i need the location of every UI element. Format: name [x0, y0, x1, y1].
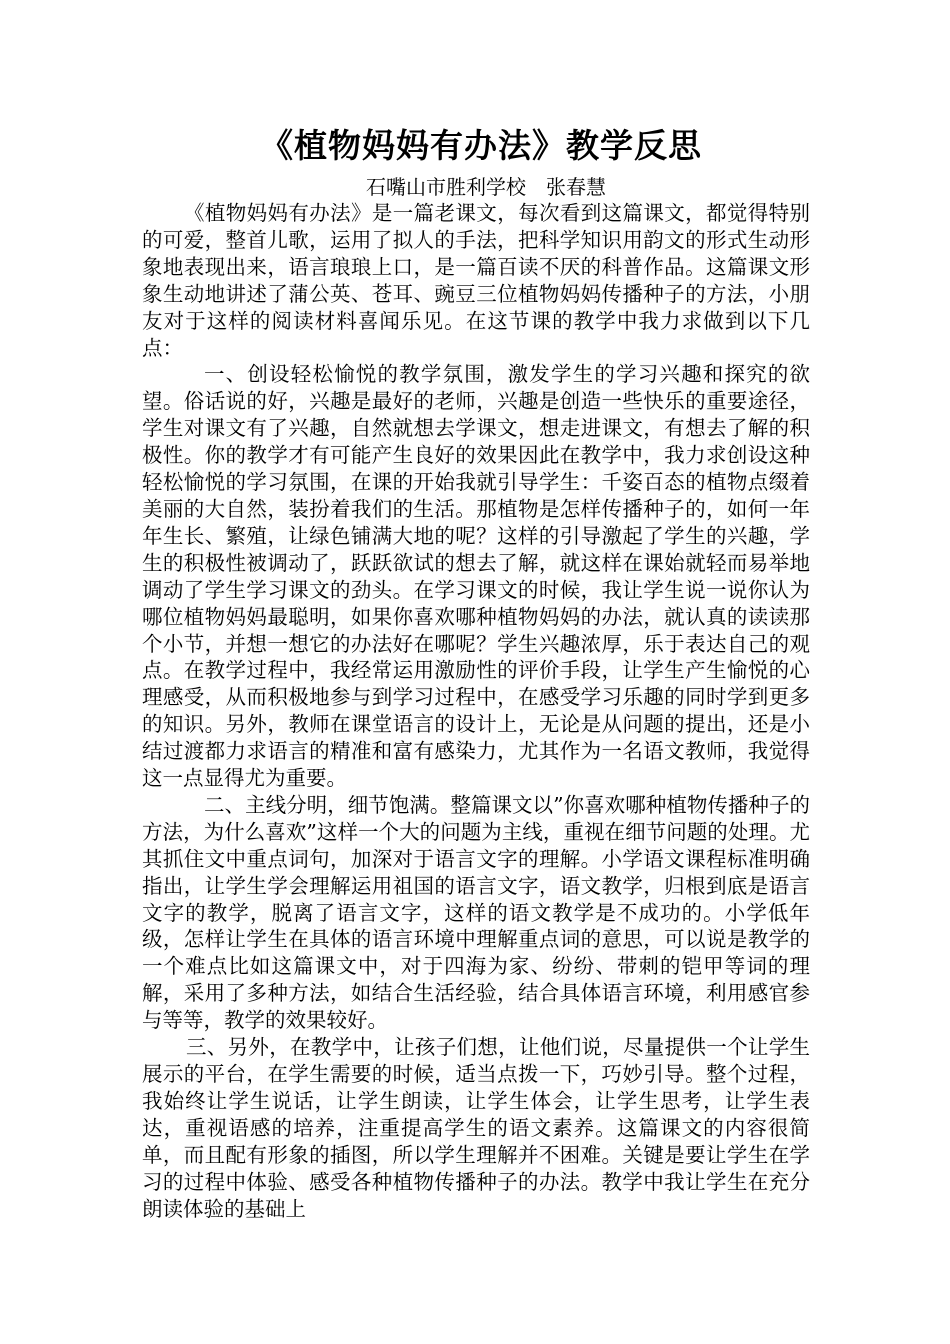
paragraph-point-two: 二、主线分明，细节饱满。整篇课文以”你喜欢哪种植物传播种子的方法，为什么喜欢”这样一个大的问题为主线，重视在细节问题的处理。尤其抓住文中重点词句，加深对于语言文字的理解。小学语文课程标准明确指出，让学生学会理解运用祖国的语言文字，语文教学，归根到底是语言文字的教学，脱离了语言文字，这样的语文教学是不成功的。小学低年级，怎样让学生在具体的语言环境中理解重点词的意思，可以说是教学的一个难点比如这篇课文中，对于四海为家、纷纷、带刺的铠甲等词的理解，采用了多种方法，如结合生活经验，结合具体语言环境，利用感官参与等等，教学的效果较好。	[142, 792, 810, 1033]
paragraph-point-three: 三、另外，在教学中，让孩子们想，让他们说，尽量提供一个让学生展示的平台，在学生需要的时候，适当点拨一下，巧妙引导。整个过程，我始终让学生说话，让学生朗读，让学生体会，让学生思考，让学生表达，重视语感的培养，注重提高学生的语文素养。这篇课文的内容很简单，而且配有形象的插图，所以学生理解并不困难。关键是要让学生在学习的过程中体验、感受各种植物传播种子的办法。教学中我让学生在充分朗读体验的基础上	[142, 1035, 810, 1221]
paragraph-intro: 《植物妈妈有办法》是一篇老课文，每次看到这篇课文，都觉得特别的可爱，整首儿歌，运用了拟人的手法，把科学知识用韵文的形式生动形象地表现出来，语言琅琅上口，是一篇百读不厌的科普作品。这篇课文形象生动地讲述了蒲公英、苍耳、豌豆三位植物妈妈传播种子的方法，小朋友对于这样的阅读材料喜闻乐见。在这节课的教学中我力求做到以下几点：	[142, 201, 810, 360]
document-title: 《植物妈妈有办法》教学反思	[260, 126, 702, 165]
paragraph-point-one: 一、创设轻松愉悦的教学氛围，激发学生的学习兴趣和探究的欲望。俗话说的好，兴趣是最好的老师，兴趣是创造一些快乐的重要途径，学生对课文有了兴趣，自然就想去学课文，想走进课文，有想去了解的积极性。你的教学才有可能产生良好的效果因此在教学中，我力求创设这种轻松愉悦的学习氛围，在课的开始我就引导学生：千姿百态的植物点缀着美丽的大自然，装扮着我们的生活。那植物是怎样传播种子的，如何一年年生长、繁殖，让绿色铺满大地的呢？这样的引导激起了学生的兴趣，学生的积极性被调动了，跃跃欲试的想去了解，就这样在课始就轻而易举地调动了学生学习课文的劲头。在学习课文的时候，我让学生说一说你认为哪位植物妈妈最聪明，如果你喜欢哪种植物妈妈的办法，就认真的读读那个小节，并想一想它的办法好在哪呢？学生兴趣浓厚，乐于表达自己的观点。在教学过程中，我经常运用激励性的评价手段，让学生产生愉悦的心理感受，从而积极地参与到学习过程中，在感受学习乐趣的同时学到更多的知识。另外，教师在课堂语言的设计上，无论是从问题的提出，还是小结过渡都力求语言的精准和富有感染力，尤其作为一名语文教师，我觉得这一点显得尤为重要。	[142, 362, 810, 791]
document-page	[142, 118, 810, 1222]
author-line: 石嘴山市胜利学校 张春慧	[366, 175, 606, 199]
